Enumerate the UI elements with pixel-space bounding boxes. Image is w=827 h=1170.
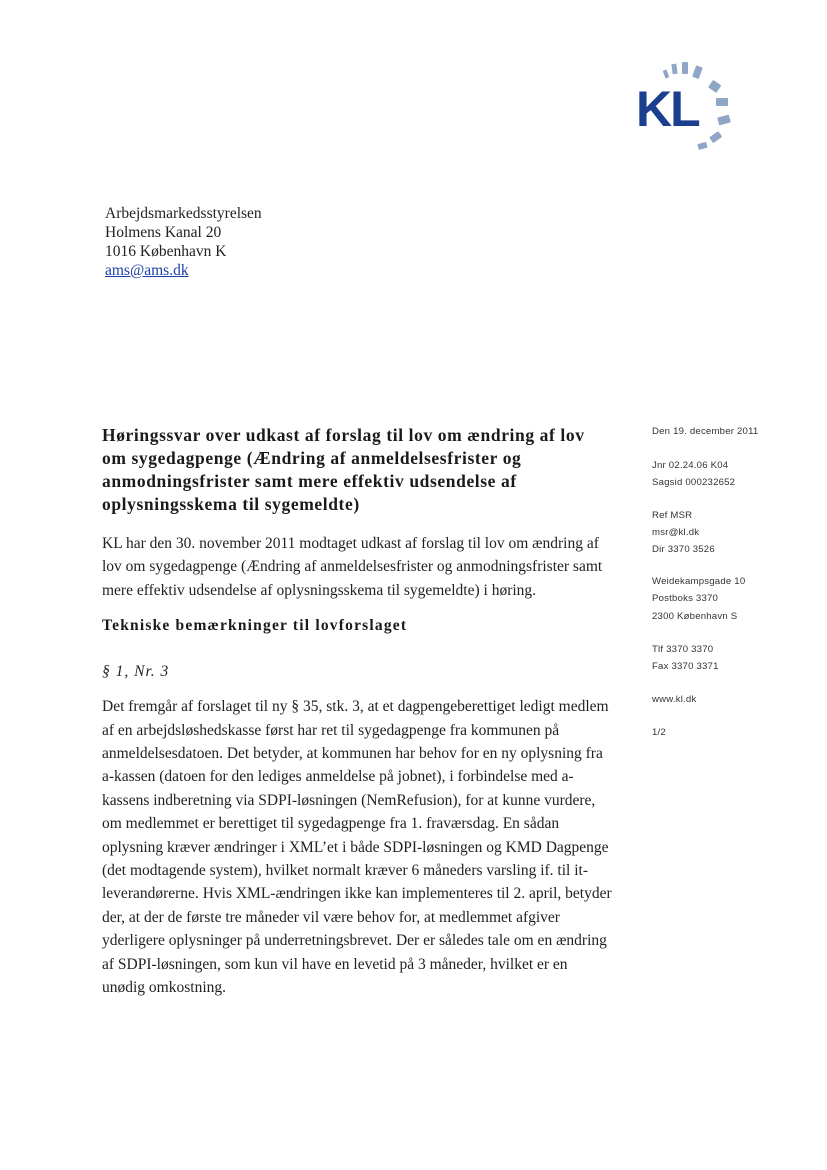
letter-body [102,424,612,1000]
fax: Fax 3370 3371 [652,661,719,672]
reference: Ref MSR [652,510,693,521]
street-address: Weidekampsgade 10 [652,576,746,587]
case-id: Sagsid 000232652 [652,477,736,488]
logo-text: KL [636,81,699,137]
paragraph-reference: § 1, Nr. 3 [102,663,170,681]
recipient-email-link[interactable]: ams@ams.dk [105,262,189,279]
city: 2300 København S [652,611,738,622]
intro-paragraph: KL har den 30. november 2011 modtaget udkast af forslag til lov om ændring af lov om sygedagpenge (Ændring af anmeldelsesfrister og anmodningsfrister samt mere effektiv udsendelse af oplysningsskema til sygemeldte) i høring. [102,535,603,599]
recipient-city: 1016 København K [105,243,227,260]
document-title: Høringssvar over udkast af forslag til lov om ændring af lov om sygedagpenge (Ændring af anmeldelsesfrister og anmodningsfrister samt mere effektiv udsendelse af oplysningsskema til sygemeldte) [102,425,585,514]
recipient-address [105,204,262,280]
recipient-street: Holmens Kanal 20 [105,224,222,241]
recipient-name: Arbejdsmarkedsstyrelsen [105,205,262,222]
telephone: Tlf 3370 3370 [652,644,714,655]
letter-date: Den 19. december 2011 [652,426,759,437]
direct-phone: Dir 3370 3526 [652,544,715,555]
postbox: Postboks 3370 [652,593,719,604]
website: www.kl.dk [652,694,697,705]
sender-email: msr@kl.dk [652,527,700,538]
body-paragraph: Det fremgår af forslaget til ny § 35, stk. 3, at et dagpengeberettiget ledigt medlem af en arbejdsløshedskasse først har ret til sygedagpenge fra kommunen på anmeldelsesdatoen. Det betyder, at kommunen har behov for en ny oplysning fra a-kassen (datoen for den lediges anmeldelse på jobnet), i forbindelse med a-kassens indberetning via SDPI-løsningen (NemRefusion), for at kunne vurdere, om medlemmet er berettiget til sygedagpenge fra 1. fraværsdag. En sådan oplysning kræver ændringer i XML’et i både SDPI-løsningen og KMD Dagpenge (det modtagende system), hvilket normalt kræver 6 måneders varsling if. til it-leverandørerne. Hvis XML-ændringen ikke kan implementeres til 2. april, betyder der, at der de første tre måneder vil være behov for, at medlemmet afgiver yderligere oplysninger på underretningsbrevet. Der er således tale om en ændring af SDPI-løsningen, som kun vil have en levetid på 3 måneder, hvilket er en unødig omkostning. [102,698,612,997]
section-heading: Tekniske bemærkninger til lovforslaget [102,617,408,635]
page-number: 1/2 [652,727,666,738]
journal-number: Jnr 02.24.06 K04 [652,460,729,471]
kl-logo [628,58,740,158]
